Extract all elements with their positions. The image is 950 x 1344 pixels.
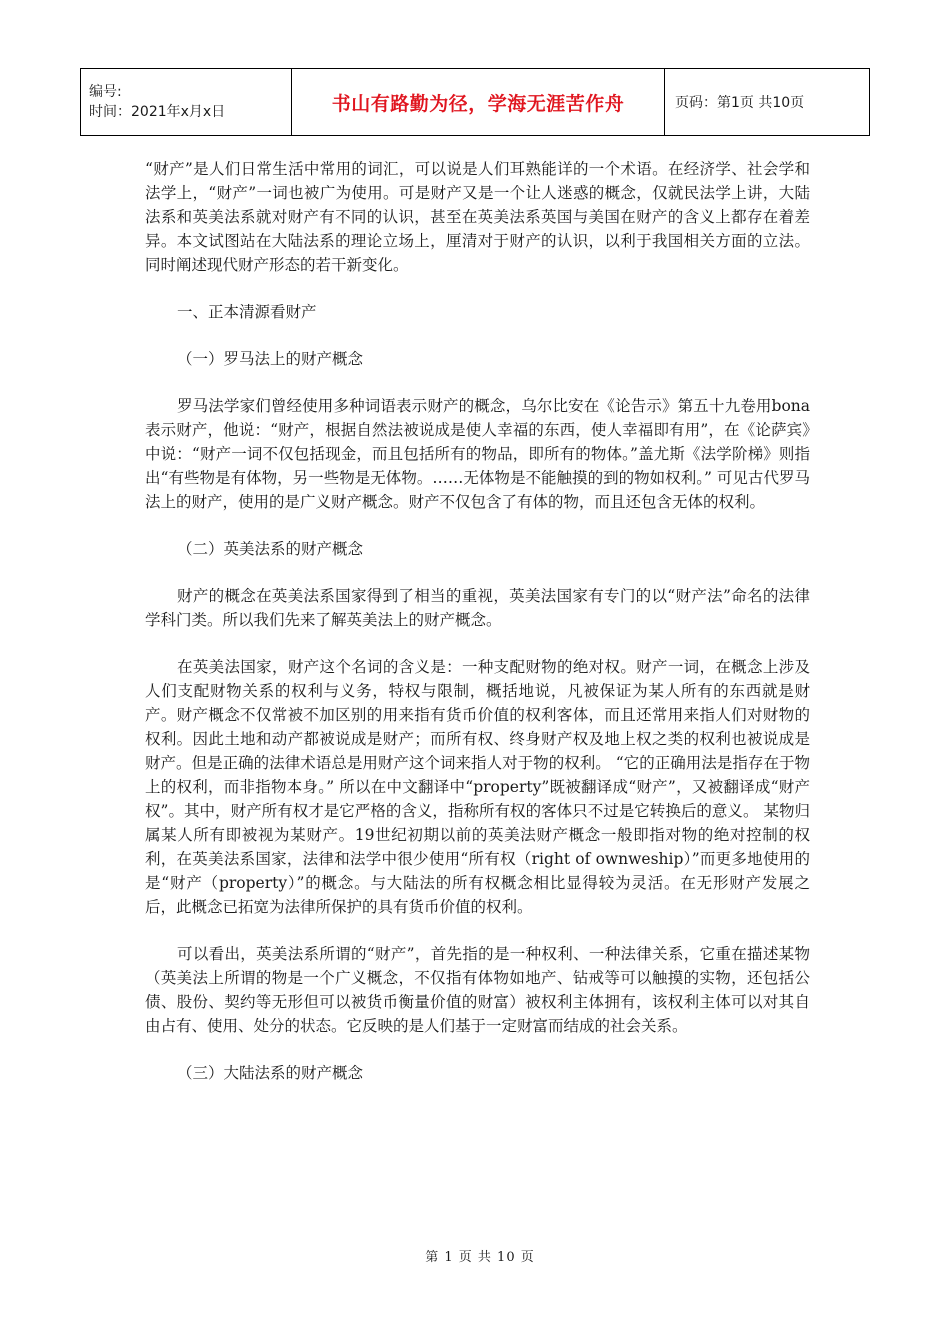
paragraph-common-law-detail: 在英美法国家，财产这个名词的含义是：一种支配财物的绝对权。财产一词，在概念上涉及人们支配财物关系的权利与义务，特权与限制，概括地说，凡被保证为某人所有的东西就是财产。财产概念不仅常被不加区别的用来指有货币价值的权利客体，而且还常用来指人们对财物的权利。因此土地和动产都被说成是财产；而所有权、终身财产权及地上权之类的权利也被说成是财产。但是正确的法律术语总是用财产这个词来指人对于物的权利。 “它的正确用法是指存在于物上的权利，而非指物本身。” 所以在中文翻译中“property”既被翻译成“财产”，又被翻译成“财产权”。其中，财产所有权才是它严格的含义，指称所有权的客体只不过是它转换后的意义。 某物归属某人所有即被视为某财产。19世纪初期以前的英美法财产概念一般即指对物的绝对控制的权利，在英美法系国家，法律和法学中很少使用“所有权（right of ownweship）”而更多地使用的是“财产（property）”的概念。与大陆法的所有权概念相比显得较为灵活。在无形财产发展之后，此概念已拓宽为法律所保护的具有货币价值的权利。 (145, 658, 810, 916)
paragraph-roman-law: 罗马法学家们曾经使用多种词语表示财产的概念，乌尔比安在《论告示》第五十九卷用bona表示财产，他说：“财产，根据自然法被说成是使人幸福的东西，使人幸福即有用”，在《论萨宾》中说：“财产一词不仅包括现金，而且包括所有的物品，即所有的物体。”盖尤斯《法学阶梯》则指出“有些物是有体物，另一些物是无体物。……无体物是不能触摸的到的物如权利。” 可见古代罗马法上的财产，使用的是广义财产概念。财产不仅包含了有体的物，而且还包含无体的权利。 (145, 397, 810, 511)
header-motto: 书山有路勤为径，学海无涯苦作舟 (331, 92, 625, 115)
paragraph-common-law-intro: 财产的概念在英美法系国家得到了相当的重视，英美法国家有专门的以“财产法”命名的法律学科门类。所以我们先来了解英美法上的财产概念。 (145, 587, 810, 629)
document-number-label: 编号: (89, 84, 122, 100)
document-body (145, 157, 810, 1108)
subsection-heading-common-law: （二）英美法系的财产概念 (177, 540, 364, 558)
subsection-heading-roman: （一）罗马法上的财产概念 (177, 350, 364, 368)
section-heading-1: 一、正本清源看财产 (177, 303, 317, 321)
page-footer: 第 1 页 共 10 页 (425, 1250, 535, 1265)
document-time: 时间：2021年x月x日 (89, 104, 226, 120)
subsection-heading-civil-law: （三）大陆法系的财产概念 (177, 1064, 364, 1082)
header-table (80, 68, 870, 136)
header-page-info: 页码：第1页 共10页 (675, 95, 805, 111)
intro-paragraph: “财产”是人们日常生活中常用的词汇，可以说是人们耳熟能详的一个术语。在经济学、社会学和法学上，“财产”一词也被广为使用。可是财产又是一个让人迷惑的概念，仅就民法学上讲，大陆法系和英美法系就对财产有不同的认识，甚至在英美法系英国与美国在财产的含义上都存在着差异。本文试图站在大陆法系的理论立场上，厘清对于财产的认识，以利于我国相关方面的立法。同时阐述现代财产形态的若干新变化。 (145, 160, 810, 274)
header-motto-cell (292, 69, 665, 136)
paragraph-common-law-summary: 可以看出，英美法系所谓的“财产”，首先指的是一种权利、一种法律关系，它重在描述某物（英美法上所谓的物是一个广义概念，不仅指有体物如地产、钻戒等可以触摸的实物，还包括公债、股份、契约等无形但可以被货币衡量价值的财富）被权利主体拥有，该权利主体可以对其自由占有、使用、处分的状态。它反映的是人们基于一定财富而结成的社会关系。 (145, 945, 810, 1035)
header-meta-cell (81, 69, 292, 136)
header-page-cell (665, 69, 870, 136)
